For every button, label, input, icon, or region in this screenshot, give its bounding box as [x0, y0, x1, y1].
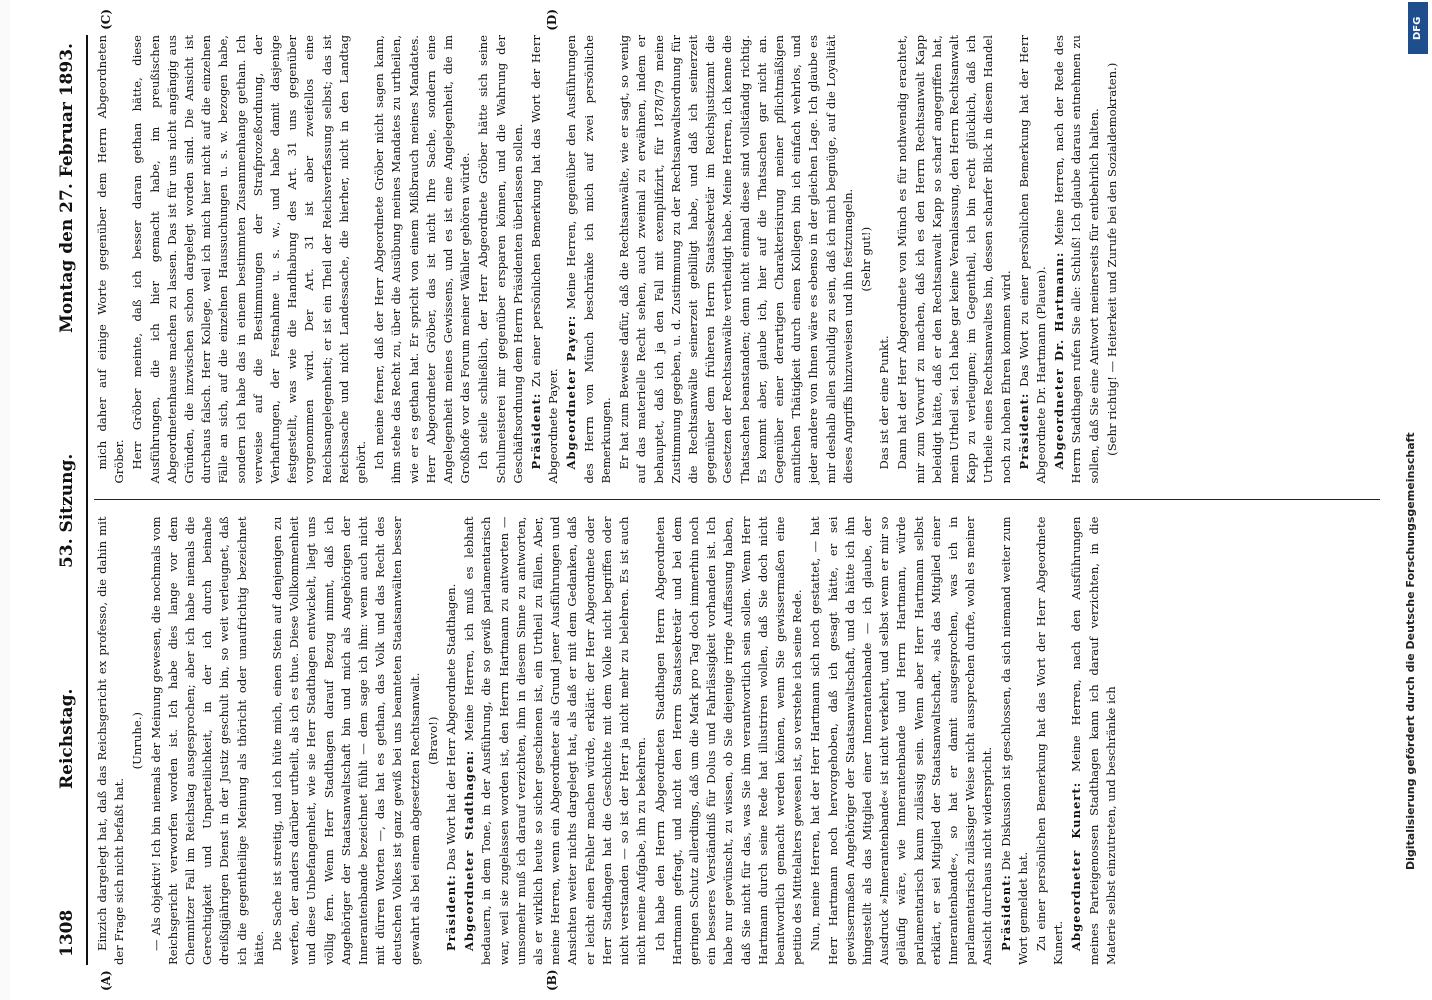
- speaker-name: Präsident:: [998, 874, 1013, 951]
- speaker-name: Präsident:: [529, 392, 544, 470]
- speaker-name: Präsident:: [444, 874, 459, 951]
- paragraph: (Bravo!): [425, 716, 440, 765]
- paragraph: Einzich dargelegt hat, daß das Reichsgericht ex professo, die dahin mit der Frage sich nicht befaßt hat.: [95, 516, 127, 965]
- rotated-page: [46, 9, 1386, 991]
- paragraph: Präsident: Zu einer persönlichen Bemerkung hat das Wort der Herr Abgeordnete Payer.: [529, 35, 561, 484]
- paragraph: Abgeordneter Stadthagen: Meine Herren, ich muß es lebhaft bedauern, in dem Tone, in der Ausführung, die so gewiß parlamentarisch war, weil sie zugelassen worden ist, den Herrn Hartmann zu antworten — umsomehr muß ich darauf verzichten, ihm in diesem Sinne zu antworten, als er wirklich heute so sicher geschienen ist, ein Urtheil zu fällen. Aber, meine Herren, wenn ein Abgeordneter als Grund jener Ausführungen und Ansichten weiter nichts dargelegt hat, als daß er mit dem Gedanken, daß er leicht einen Fehler machen würde, erklärt: der Herr Abgeordnete oder Herr Stadthagen hat die Geschichte mit dem Volke nicht begriffen oder nicht verstanden — so ist der Herr ja nicht mehr zu belehren. Es ist auch nicht meine Aufgabe, ihn zu bekehren.: [462, 516, 649, 965]
- paragraph: Herr Gröber meinte, daß ich besser daran gethan hätte, diese Ausführungen, die ich hier gemacht habe, im preußischen Abgeordnetenhause machen zu lassen. Das ist für uns nicht angängig aus Gründen, die inzwischen schon dargelegt worden sind. Die Ansicht ist durchaus falsch. Herr Kollege, weil ich mich hier nicht auf die einzelnen Fälle an sich, auf die einzelnen Haussuchungen u. s. w. bezogen habe, sondern ich habe das in einem bestimmten Zusammenhange gethan. Ich verweise auf die Bestimmungen der Strafprozeßordnung, der Verhaftungen, der Festnahme u. s. w., und habe damit dasjenige festgestellt, was wie die Handhabung des Art. 31 uns gegenüber vorgenommen wird. Der Art. 31 ist aber zweifellos eine Reichsangelegenheit; er ist ein Theil der Reichsverfassung selbst; das ist Reichssache und nicht Landessache, die hierher, nicht in den Landtag gehört.: [130, 35, 369, 484]
- paragraph: Präsident: Das Wort hat der Herr Abgeordnete Stadthagen.: [444, 583, 459, 951]
- marker-b: (B): [545, 969, 559, 991]
- digitization-credit: Digitalisierung gefördert durch die Deutsche Forschungsgemeinschaft: [1404, 432, 1417, 870]
- text-columns: [94, 9, 1380, 991]
- speaker-name: Abgeordneter Payer:: [564, 314, 579, 470]
- left-column: [94, 516, 1380, 991]
- marker-a: (A): [99, 970, 113, 991]
- paragraph: Nun, meine Herren, hat der Herr Hartmann sich noch gestattet, — hat Herr Hartmann noch hervorgehoben, daß ich gesagt hätte, er sei gewissermaßen Angehöriger der Staatsanwaltschaft, und da hätte ich ihn hingestellt als das Mitglied einer Innerantenbande — ich glaube, der Ausdruck »Innerantenbande« ist nicht verkehrt, und selbst wenn er mir so geläufig wäre, wie Innerantenbande und Herrn Hartmann, würde parlamentarisch kaum zulässig sein. Wenn aber Herr Hartmann selbst erklärt, er sei Mitglied der Staatsanwaltschaft, »als das Mitglied einer Innerantenbande«, so hat er damit ausgesprochen, was ich in parlamentarisch zulässiger Weise nicht aussprechen durfte, wohl es meiner Ansicht durchaus nicht widerspricht.: [808, 516, 995, 965]
- session-date: Montag den 27. Februar 1893.: [57, 43, 77, 333]
- marker-d: (D): [545, 9, 559, 31]
- column-separator: [94, 500, 1380, 501]
- paragraph: (Sehr richtig! — Heiterkeit und Zurufe bei den Sozialdemokraten.): [1104, 62, 1119, 456]
- paragraph: mich daher auf einige Worte gegenüber dem Herrn Abgeordneten Gröber.: [95, 35, 127, 484]
- paragraph: Ich stelle schließlich, der Herr Abgeordnete Gröber hätte sich seine Schulmeisterei mir gegenüber ersparen können, und die Wahrung der Geschäftsordnung dem Herrn Präsidenten überlassen sollen.: [476, 35, 525, 484]
- paragraph: Präsident: Die Diskussion ist geschlossen, da sich niemand weiter zum Wort gemeldet hat.: [998, 516, 1030, 965]
- dfg-logo: DFG: [1408, 2, 1428, 54]
- paragraph: Ich habe den Herrn Abgeordneten Stadthagen Herrn Abgeordneten Hartmann gefragt, und nicht den Herrn Staatssekretär und bei dem geringen Schutz allerdings, daß um die Mark pro Tag doch immerhin noch ein besseres Verständniß für Dolus und Fahrlässigkeit vorhanden ist. Ich habe nur gewünscht, zu wissen, ob Sie diejenige irrige Auffassung haben, daß Sie nicht für das, was Sie ihm verantwortlich sein sollen. Wenn Herr Hartmann durch seine Rede hat illustriren wollen, daß Sie doch nicht beantwortlich gemacht werden können, wenn Sie gewissermaßen eine petitio des Mittelalters gewesen ist, so verstehe ich seine Rede.: [652, 516, 805, 965]
- page-header: [54, 35, 80, 965]
- header-rule: [86, 35, 88, 965]
- scan-margin: [0, 0, 10, 1000]
- speaker-name: Präsident:: [1016, 392, 1031, 470]
- speaker-name: Abgeordneter Stadthagen:: [462, 749, 477, 951]
- speaker-name: Abgeordneter Dr. Hartmann:: [1052, 251, 1067, 470]
- right-column: [94, 9, 1380, 484]
- paragraph: Abgeordneter Kunert: Meine Herren, nach den Ausführungen meines Parteigenossen Stadthagen kann ich darauf verzichten, in die Materie selbst einzutreten, und beschränke ich: [1069, 516, 1118, 965]
- paragraph: (Sehr gut!): [858, 226, 873, 292]
- paragraph: (Unruhe.): [130, 712, 145, 770]
- paragraph: Abgeordneter Dr. Hartmann: Meine Herren, nach der Rede des Herrn Stadthagen rufen Sie alle: Schluß! Ich glaube daraus entnehmen zu sollen, daß Sie eine Antwort meinerseits für entbehrlich halten.: [1052, 35, 1101, 484]
- paragraph: — Als objektiv! Ich bin niemals der Meinung gewesen, die nochmals vom Reichsgericht verworfen worden ist. Ich habe dies lange vor dem Chemnitzer Fall im Reichstag ausgesprochen; aber ich habe niemals die Gerechtigkeit und Unparteilichkeit, in der ich durch beinahe dreißigjährigen Dienst in der Justiz geschult bin, so weit verleugnet, daß ich die gegentheilige Meinung als thöricht oder unaufrichtig bezeichnet hätte.: [148, 516, 266, 965]
- paragraph: Abgeordneter Payer: Meine Herren, gegenüber den Ausführungen des Herrn von Münch beschränke ich mich auf zwei persönliche Bemerkungen.: [564, 35, 613, 484]
- page-number: 1308: [57, 909, 77, 957]
- paragraph: Das ist der eine Punkt.: [877, 335, 892, 470]
- session-title: 53. Sitzung.: [57, 453, 77, 568]
- paragraph: Die Sache ist streitig, und ich hüte mich, einen Stein auf denjenigen zu werfen, der anders darüber urtheilt, als ich es thue. Diese Vollkommenheit und diese Unbefangenheit, wie sie Herr Stadthagen entwickelt, liegt uns völlig fern. Wenn Herr Stadthagen darauf Bezug nimmt, daß ich Angehöriger der Staatsanwaltschaft bin und mich als Angehörigen der Innerantenbande bezeichnet fühlt — dem sage ich ihm: wenn auch nicht mit dürren Worten —, das hat es gethan, das Volk und das Recht des deutschen Volkes ist ganz gewiß bei uns beamteten Staatsanwälten besser gewahrt als bei einem abgesetzten Rechtsanwalt.: [270, 516, 422, 965]
- paragraph: Zu einer persönlichen Bemerkung hat das Wort der Herr Abgeordnete Kunert.: [1033, 516, 1066, 965]
- speaker-name: Abgeordneter Kunert:: [1069, 781, 1084, 951]
- paragraph: Präsident: Das Wort zu einer persönlichen Bemerkung hat der Herr Abgeordnete Dr. Hartmann (Plauen).: [1016, 35, 1048, 484]
- paragraph: Dann hat der Herr Abgeordnete von Münch es für nothwendig erachtet, mir zum Vorwurf zu machen, daß ich es den Herrn Rechtsanwalt Kapp beleidigt hätte, daß er den Rechtsanwalt Kapp so scharf angegriffen hat, mein Urtheil sei. Ich habe gar keine Veranlassung, den Herrn Rechtsanwalt Kapp zu verleugnen; im Gegentheil, ich bin recht glücklich, daß ich Urtheile eines Rechtsanwaltes bin, dessen scharfer Blick in diesem Handel noch zu hohen Ehren kommen wird.: [895, 35, 1013, 484]
- paragraph: Ich meine ferner, daß der Herr Abgeordnete Gröber nicht sagen kann, ihm stehe das Recht zu, über die Ausübung meines Mandates zu urtheilen, wie er es gethan hat. Er spricht von einem Mißbrauch meines Mandates. Herr Abgeordneter Gröber, das ist nicht Ihre Sache, sondern eine Angelegenheit meines Gewissens, und es ist eine Angelegenheit, die im Großhofe vor das Forum meiner Wähler gehören würde.: [372, 35, 473, 484]
- publication-title: Reichstag.: [57, 688, 77, 789]
- paragraph: Er hat zum Beweise dafür, daß die Rechtsanwälte, wie er sagt, so wenig auf das materielle Recht sehen, auch zweimal zu erwähnen, indem er behauptet, daß ich ja den Fall mit exemplifizirt, für 1878/79 meine Zustimmung gegeben, u. d. Zustimmung zu der Rechtsanwaltsordnung für die Rechtsanwälte seinerzeit gebilligt habe, und daß ich seinerzeit gegenüber dem früheren Herrn Staatssekretär im Reichsjustizamt die Gesetzen der Rechtsanwälte vertheidigt habe. Meine Herren, ich kenne die Thatsachen beanstanden; denn nicht einmal diese sind vollständig richtig. Es kommt aber, glaube ich, hier auf die Thatsachen gar nicht an. Gegenüber einer derartigen Charakterisirung meiner pflichtmäßigen amtlichen Thätigkeit durch einen Kollegen bin ich einfach wehrlos, und jeder andere von Ihnen wäre es ebenso in der gleichen Lage. Ich glaube es mir deshalb allen schuldig zu sein, daß ich mich begnüge, auf die Loyalität dieses Angriffs hinzuweisen und ihn festzunageln.: [617, 35, 855, 484]
- marker-c: (C): [99, 9, 113, 30]
